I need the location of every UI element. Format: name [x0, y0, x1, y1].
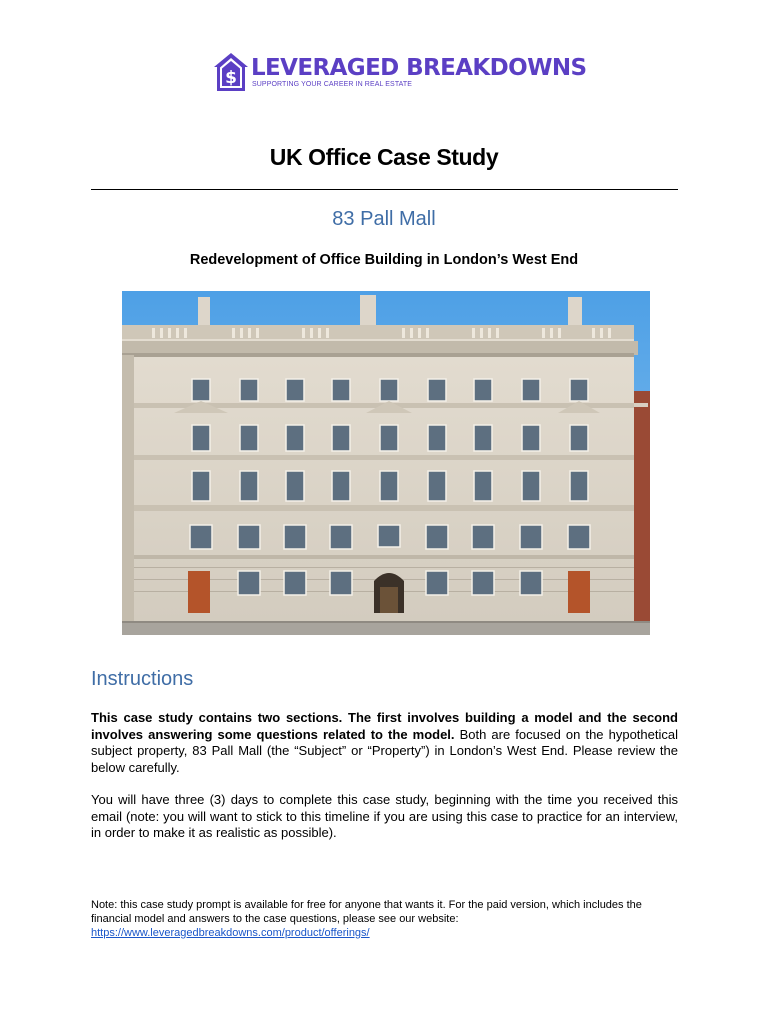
brand-name: LEVERAGED BREAKDOWNS: [251, 55, 587, 81]
brand-tagline: SUPPORTING YOUR CAREER IN REAL ESTATE: [252, 81, 413, 88]
property-name: 83 Pall Mall: [332, 208, 436, 230]
free-version-note: [91, 898, 678, 940]
website-link[interactable]: https://www.leveragedbreakdowns.com/product/offerings/: [91, 927, 370, 939]
house-dollar-icon: [213, 52, 249, 92]
note-text: Note: this case study prompt is available for free for anyone that wants it. For the paid version, which includes the financial model and answers to the case questions, please see our website:: [91, 899, 642, 925]
instructions-paragraph-1: [91, 710, 678, 776]
svg-text:$: $: [225, 68, 237, 88]
building-photo: [122, 291, 650, 635]
instructions-heading: Instructions: [91, 668, 194, 690]
document-title: UK Office Case Study: [269, 144, 499, 170]
document-subheading: Redevelopment of Office Building in London’s West End: [189, 252, 579, 268]
instructions-paragraph-1-rest: Both are focused on the hypothetical subject property, 83 Pall Mall (the “Subject” or “Property”) in London’s West End. Please review the below carefully.: [91, 726, 678, 775]
instructions-paragraph-2: You will have three (3) days to complete this case study, beginning with the time you received this email (note: you will want to stick to this timeline if you are using this case to practice for an interview, in order to make it as realistic as possible).: [91, 792, 678, 840]
title-divider: [91, 189, 678, 190]
brand-logo: [213, 52, 587, 94]
instructions-paragraph-1-bold: This case study contains two sections. The first involves building a model and the second involves answering some questions related to the model.: [91, 710, 678, 742]
